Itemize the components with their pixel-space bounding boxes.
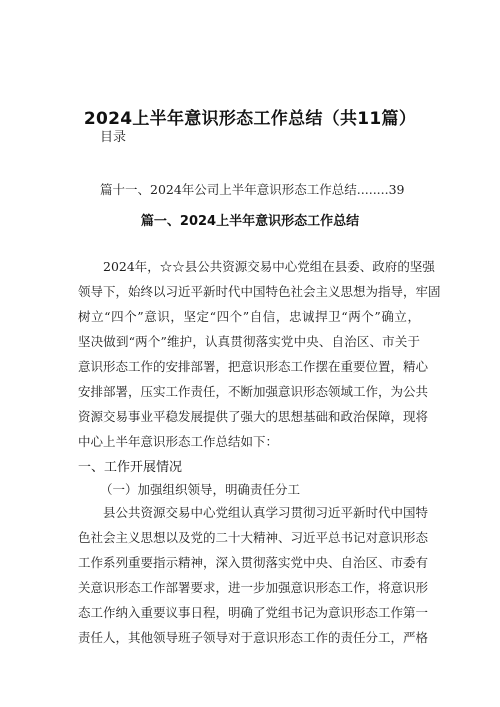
- paragraph-line: 树立“四个”意识，坚定“四个”自信，忠诚捍卫“两个”确立，: [78, 309, 420, 324]
- paragraph-line: 责任人，其他领导班子领导对于意识形态工作的责任分工，严格: [78, 630, 429, 645]
- paragraph-line: 中心上半年意识形态工作总结如下：: [78, 434, 279, 449]
- intro-paragraph: [78, 254, 441, 454]
- paragraph-line: 工作系列重要指示精神，深入贯彻落实党中央、自治区、市委有: [78, 555, 429, 570]
- paragraph-line: 安排部署，压实工作责任，不断加强意识形态领域工作，为公共: [78, 384, 429, 399]
- paragraph-line: 坚决做到“两个”维护，认真贯彻落实党中央、自治区、市关于: [78, 334, 420, 349]
- body-paragraph: [78, 500, 429, 650]
- chapter-title: 篇一、2024上半年意识形态工作总结: [140, 214, 360, 229]
- sub-heading: （一）加强组织领导，明确责任分工: [100, 482, 301, 497]
- section-heading: 一、工作开展情况: [78, 460, 183, 475]
- paragraph-line: 关意识形态工作部署要求，进一步加强意识形态工作，将意识形: [78, 580, 429, 595]
- toc-heading: 目录: [100, 130, 127, 145]
- paragraph-line: 色社会主义思想以及党的二十大精神、习近平总书记对意识形态: [78, 530, 429, 545]
- paragraph-line: 资源交易事业平稳发展提供了强大的思想基础和政治保障，现将: [78, 409, 429, 424]
- paragraph-line: 态工作纳入重要议事日程，明确了党组书记为意识形态工作第一: [78, 605, 429, 620]
- toc-entry: 篇十一、2024年公司上半年意识形态工作总结........39: [100, 182, 405, 197]
- document-title: 2024上半年意识形态工作总结（共11篇）: [83, 109, 417, 129]
- paragraph-line: 2024年，☆☆县公共资源交易中心党组在县委、政府的坚强: [103, 259, 435, 274]
- paragraph-line: 领导下，始终以习近平新时代中国特色社会主义思想为指导，牢固: [78, 284, 441, 299]
- paragraph-line: 县公共资源交易中心党组认真学习贯彻习近平新时代中国特: [103, 505, 429, 520]
- paragraph-line: 意识形态工作的安排部署，把意识形态工作摆在重要位置，精心: [78, 359, 429, 374]
